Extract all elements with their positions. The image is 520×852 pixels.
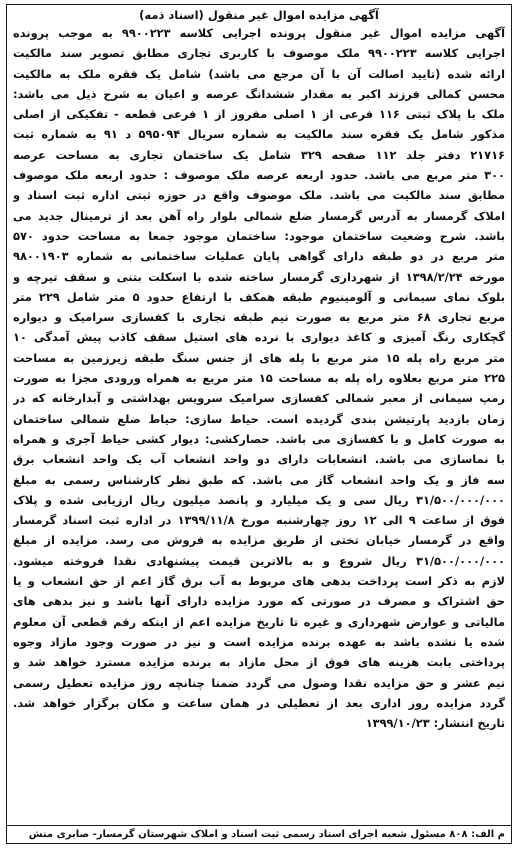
notice-line: ملک با پلاک ثبتی ۱۱۶ فرعی از ۱ اصلی مفروز از ۱ فرعی قطعه - تفکیکی از اصلی bbox=[13, 107, 505, 122]
notice-line: فوق از ساعت ۹ الی ۱۲ روز چهارشنبه مورخ ۱۳۹۹/۱۱/۸ در اداره ثبت اسناد گرمسار bbox=[13, 513, 505, 528]
notice-line: ۳۱/۵۰۰/۰۰۰/۰۰۰ ریال شروع و به بالاترین قیمت پیشنهادی نقدا فروخته میشود. bbox=[13, 553, 505, 568]
notice-line: ۲۱۷۱۶ دفتر جلد ۱۱۲ صفحه ۳۲۹ شامل یک ساختمان تجاری به مساحت عرصه bbox=[13, 147, 505, 162]
notice-line: سه فاز و یک واحد انشعاب گاز می باشد. که طبق نظر کارشناس رسمی به مبلغ bbox=[13, 472, 505, 487]
notice-line: به صورت کامل و با کفسازی می باشد. حصارکشی: دیوار کشی حیاط آجری و همراه bbox=[13, 431, 505, 446]
notice-line: زمان بازدید پارتیشن بندی گردیده است. حیاط سازی: حیاط ضلع شمالی ساختمان bbox=[13, 411, 505, 426]
notice-line: با نماسازی می باشد. انشعابات دارای دو واحد انشعاب آب یک واحد انشعاب برق bbox=[13, 452, 505, 467]
notice-line: واقع در گرمسار خیابان تختی از طریق مزایده به فروش می رسد. مزایده از مبلغ bbox=[13, 533, 505, 548]
notice-line: ۲۲۵ متر مربع بعلاوه راه پله به مساحت ۱۵ متر مربع به همراه ورودی مجزا به صورت bbox=[13, 371, 505, 386]
notice-title: آگهی مزایده اموال غیر منقول (اسناد ذمه) bbox=[139, 8, 379, 22]
notice-line: محسن کمالی فرزند اکبر به مقدار ششدانگ عرصه و اعیان به شرح ذیل می باشد: bbox=[13, 86, 505, 101]
notice-line: مالیاتی و عوارض شهرداری و غیره تا تاریخ مزایده اعم از اینکه رقم قطعی آن معلوم bbox=[13, 614, 505, 629]
publication-date: تاریخ انتشار: ۱۳۹۹/۱۰/۲۳ bbox=[365, 716, 505, 731]
notice-line: متر مربع راه پله ۱۵ متر مربع با پله های از جنس سنگ طبقه زیرزمین به مساحت bbox=[13, 350, 505, 365]
notice-footer: م الف: ۸۰۸ مسئول شعبه اجرای اسناد رسمی ثبت اسناد و املاک شهرستان گرمسار- صابری منش bbox=[7, 825, 511, 843]
notice-line: پرداختی بابت هزینه های فوق از محل مازاد به برنده مزایده مسترد خواهد شد و bbox=[13, 655, 505, 670]
notice-line: آگهی مزایده اموال غیر منقول پرونده اجرایی کلاسه ۹۹۰۰۲۲۳ به موجب پرونده bbox=[13, 26, 505, 40]
notice-line: مذکور شامل یک فقره سند مالکیت به شماره سریال ۵۹۵۰۹۴ د ۹۱ به شماره ثبت bbox=[13, 127, 505, 142]
notice-line: حق اشتراک و مصرف در صورتی که مورد مزایده دارای آنها باشد و نیز بدهی های bbox=[13, 594, 505, 609]
auction-notice bbox=[6, 4, 512, 844]
notice-line: اجرایی کلاسه ۹۹۰۰۲۲۳ ملک موصوف با کاربری تجاری مطابق تصویر سند مالکیت bbox=[13, 46, 505, 61]
notice-line: گچکاری رنگ آمیزی و کاغذ دیواری با نرده های استیل سقف کاذب پیش آمدگی ۱۰ bbox=[13, 330, 505, 345]
notice-line: مطابق سند مالکیت می باشد. ملک موصوف واقع در حوزه ثبتی اداره ثبت اسناد و bbox=[13, 188, 505, 203]
notice-line: شده یا نشده باشد به عهده برنده مزایده است و نیز در صورت وجود مازاد وجوه bbox=[13, 634, 505, 649]
notice-line: مربع تجاری ۶۸ متر مربع به صورت نیم طبقه تجاری با کفسازی سرامیک و دیواره bbox=[13, 310, 505, 325]
notice-line: بلوک نمای سیمانی و آلومینیوم طبقه همکف با ارتفاع حدود ۵ متر شامل ۲۲۹ متر bbox=[13, 289, 505, 304]
notice-line: رمپ سیمانی از معبر شمالی کفسازی سرامیک سرویس بهداشتی و آبدارخانه که در bbox=[13, 391, 505, 406]
notice-line: گردد مزایده روز اداری بعد از تعطیلی در همان ساعت و مکان برگزار خواهد شد. bbox=[13, 695, 505, 710]
notice-line: ۳۰۰ متر مربع می باشد. حدود اربعه عرصه ملک موصوف : حدود اربعه ملک موصوف bbox=[13, 168, 505, 183]
notice-line: نیم عشر و حق مزایده نقدا وصول می گردد ضمنا چنانچه روز مزایده تعطیل رسمی bbox=[13, 675, 505, 690]
notice-line: ارائه شده (تایید اصالت آن با آن مرجع می باشد) شامل یک فقره ملک به مالکیت bbox=[13, 66, 505, 81]
notice-line: مورخه ۱۳۹۸/۲/۲۴ از شهرداری گرمسار ساخته شده با اسکلت بتنی و سقف تیرچه و bbox=[13, 269, 505, 284]
notice-line: ۳۱/۵۰۰/۰۰۰/۰۰۰ ریال سی و یک میلیارد و پانصد میلیون ریال ارزیابی شده و پلاک bbox=[13, 492, 505, 507]
notice-line: املاک گرمسار به آدرس گرمسار ضلع شمالی بلوار راه آهن بعد از ترمینال جدید می bbox=[13, 208, 505, 223]
notice-body bbox=[7, 23, 511, 733]
notice-line: لازم به ذکر است پرداخت بدهی های مربوط به آب برق گاز اعم از حق انشعاب و یا bbox=[13, 574, 505, 589]
notice-line: متر مربع در دو طبقه دارای گواهی پایان عملیات ساختمانی به شماره ۹۸۰۰۱۹۰۳ bbox=[13, 249, 505, 264]
notice-line: باشد. شرح وضعیت ساختمان موجود: ساختمان موجود جمعا به مساحت حدود ۵۷۰ bbox=[13, 228, 505, 243]
